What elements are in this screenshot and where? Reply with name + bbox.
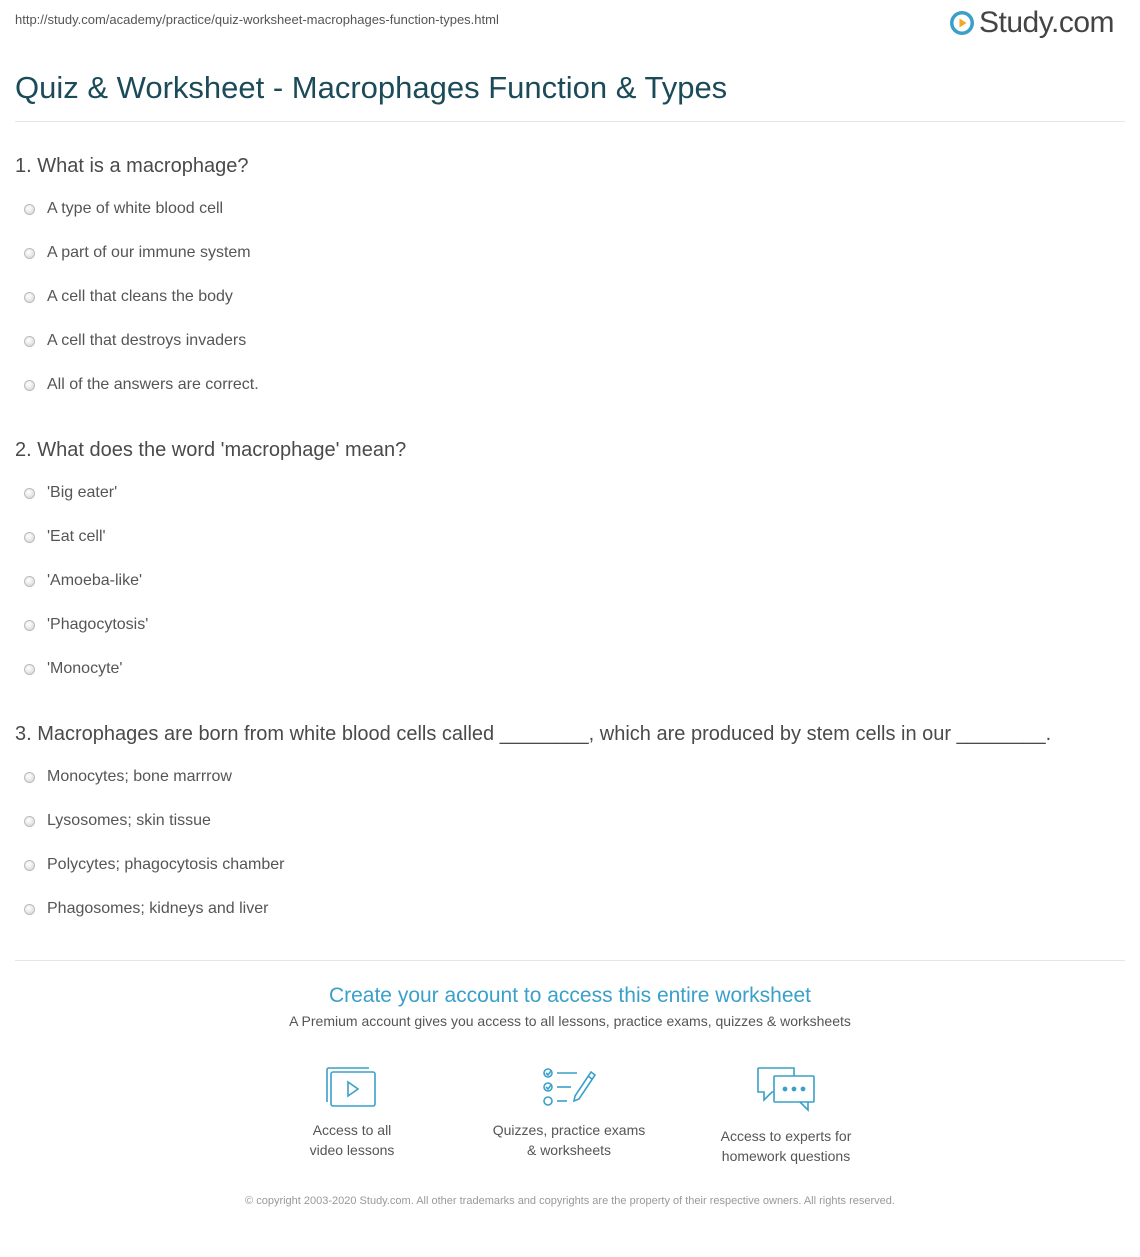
radio-button[interactable] [24, 860, 35, 871]
feature-label-line: Access to all [312, 1122, 392, 1138]
question-2: 2. What does the word 'macrophage' mean? [15, 439, 407, 461]
answer-label: 'Phagocytosis' [47, 616, 149, 633]
feature-quizzes [469, 1064, 669, 1160]
answer-label: A cell that destroys invaders [47, 332, 247, 349]
answer-label: Monocytes; bone marrrow [47, 768, 232, 785]
create-account-link[interactable]: Create your account to access this entire worksheet [328, 984, 812, 1007]
cta-subtitle: A Premium account gives you access to all lessons, practice exams, quizzes & worksheets [289, 1013, 851, 1029]
answer-label: 'Amoeba-like' [47, 572, 143, 589]
answer-label: 'Eat cell' [47, 528, 106, 545]
radio-button[interactable] [24, 620, 35, 631]
radio-button[interactable] [24, 664, 35, 675]
answer-option[interactable] [24, 616, 148, 634]
answer-option[interactable] [24, 484, 117, 502]
answer-option[interactable] [24, 768, 232, 786]
answer-label: A part of our immune system [47, 244, 251, 261]
radio-button[interactable] [24, 816, 35, 827]
radio-button[interactable] [24, 204, 35, 215]
answer-option[interactable] [24, 200, 223, 218]
answer-label: 'Big eater' [47, 484, 118, 501]
quiz-checklist-icon [541, 1064, 597, 1110]
answer-option[interactable] [24, 244, 251, 262]
radio-button[interactable] [24, 904, 35, 915]
answer-option[interactable] [24, 660, 122, 678]
feature-label-line: Quizzes, practice exams [492, 1122, 646, 1138]
radio-button[interactable] [24, 248, 35, 259]
title-divider [15, 121, 1125, 122]
answer-option[interactable] [24, 332, 246, 350]
answer-option[interactable] [24, 812, 211, 830]
study-logo[interactable] [949, 6, 1114, 40]
answer-label: Phagosomes; kidneys and liver [47, 900, 269, 917]
answer-option[interactable] [24, 376, 259, 394]
expert-chat-icon [754, 1064, 818, 1116]
radio-button[interactable] [24, 532, 35, 543]
question-1: 1. What is a macrophage? [15, 155, 249, 177]
radio-button[interactable] [24, 488, 35, 499]
answer-label: Lysosomes; skin tissue [47, 812, 211, 829]
answer-option[interactable] [24, 900, 268, 918]
copyright-text: © copyright 2003-2020 Study.com. All other trademarks and copyrights are the property of their respective owners. All rights reserved. [245, 1195, 895, 1207]
question-3: 3. Macrophages are born from white blood cells called ________, which are produced by stem cells in our ________. [15, 723, 1052, 745]
feature-experts [686, 1064, 886, 1166]
page-url: http://study.com/academy/practice/quiz-worksheet-macrophages-function-types.html [15, 12, 499, 27]
feature-label-line: & worksheets [526, 1142, 612, 1158]
answer-option[interactable] [24, 528, 106, 546]
section-divider [15, 960, 1125, 961]
video-lesson-icon [325, 1064, 379, 1110]
feature-label-line: video lessons [309, 1142, 395, 1158]
answer-option[interactable] [24, 856, 284, 874]
logo-text: Study.com [979, 6, 1114, 39]
answer-label: Polycytes; phagocytosis chamber [47, 856, 285, 873]
radio-button[interactable] [24, 772, 35, 783]
answer-option[interactable] [24, 288, 233, 306]
feature-video-lessons [252, 1064, 452, 1160]
radio-button[interactable] [24, 380, 35, 391]
feature-label-line: homework questions [721, 1148, 851, 1164]
page-title: Quiz & Worksheet - Macrophages Function & Types [15, 70, 728, 105]
radio-button[interactable] [24, 336, 35, 347]
copyright-footer [0, 1193, 1140, 1210]
answer-label: A cell that cleans the body [47, 288, 233, 305]
radio-button[interactable] [24, 576, 35, 587]
feature-label-line: Access to experts for [720, 1128, 852, 1144]
answer-label: 'Monocyte' [47, 660, 123, 677]
play-logo-icon [949, 10, 975, 36]
radio-button[interactable] [24, 292, 35, 303]
answer-label: A type of white blood cell [47, 200, 224, 217]
answer-label: All of the answers are correct. [47, 376, 259, 393]
answer-option[interactable] [24, 572, 142, 590]
